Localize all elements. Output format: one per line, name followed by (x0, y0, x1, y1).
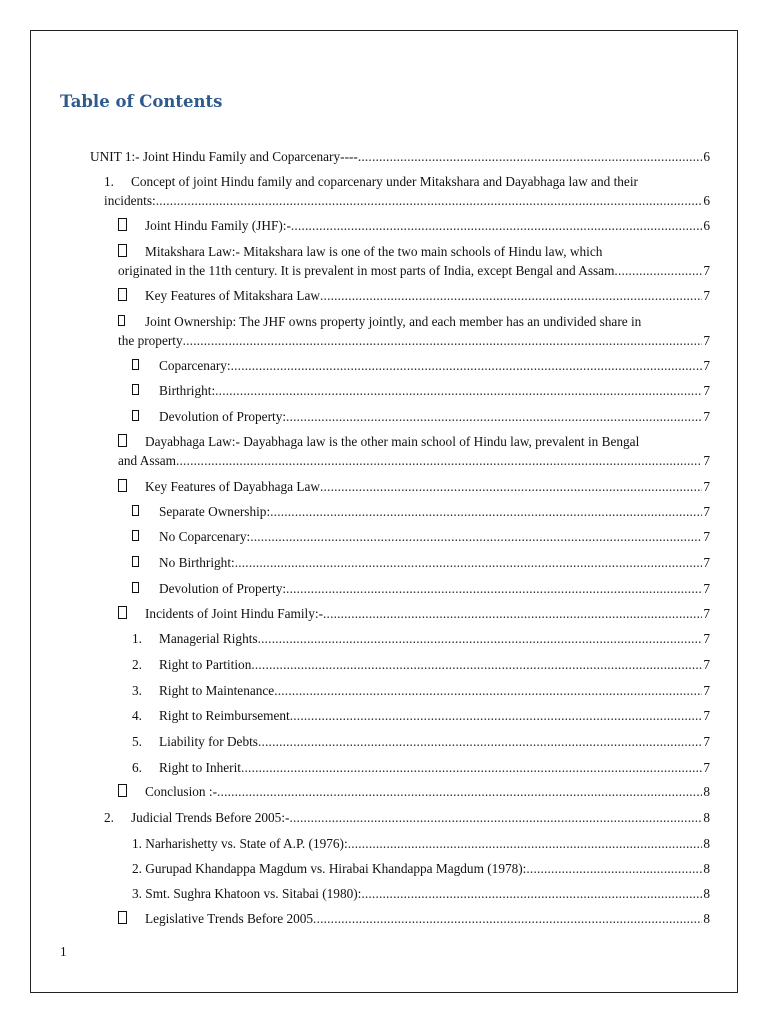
toc-entry[interactable] (132, 527, 710, 546)
toc-entry-text: Devolution of Property: (159, 581, 287, 596)
toc-entry-text: No Coparcenary: (159, 529, 251, 544)
toc-entry-text: Joint Ownership: The JHF owns property jointly, and each member has an undivided share in (145, 314, 642, 329)
toc-entry[interactable] (132, 629, 710, 648)
toc-entry[interactable] (132, 579, 710, 598)
toc-leader (286, 407, 702, 426)
toc-entry-text: Incidents of Joint Hindu Family:- (145, 606, 324, 621)
toc-entry[interactable] (132, 553, 710, 572)
toc-leader (215, 381, 702, 400)
toc-leader (286, 579, 702, 598)
toc-leader (291, 216, 702, 235)
toc-page-number: 7 (703, 581, 710, 596)
square-bullet-icon (118, 286, 145, 305)
toc-entry-text: UNIT 1:- Joint Hindu Family and Coparcenary---- (90, 149, 358, 164)
toc-entry[interactable] (118, 909, 710, 928)
toc-page-number: 7 (703, 263, 710, 278)
square-bullet-icon (118, 242, 145, 261)
toc-page-number: 8 (703, 810, 710, 825)
toc-leader (320, 477, 702, 496)
toc-entry[interactable] (104, 808, 710, 827)
toc-page-number: 7 (703, 529, 710, 544)
toc-leader (183, 331, 703, 350)
toc-entry-text: Right to Reimbursement (159, 708, 290, 723)
toc-entry-text: No Birthright: (159, 555, 235, 570)
toc-entry[interactable] (132, 381, 710, 400)
list-number: 2. (104, 810, 114, 825)
toc-page-number: 7 (703, 453, 710, 468)
toc-entry[interactable] (132, 502, 710, 521)
toc-leader (614, 261, 702, 280)
toc-page-number: 7 (703, 555, 710, 570)
toc-page-number: 6 (703, 218, 710, 233)
toc-entry-text: Liability for Debts (159, 734, 258, 749)
toc-entry-text: the property (118, 333, 183, 348)
toc-page-number: 7 (703, 708, 710, 723)
toc-entry[interactable] (118, 432, 710, 470)
toc-leader (270, 502, 702, 521)
toc-leader (235, 553, 703, 572)
toc-leader (290, 706, 703, 725)
toc-page-number: 7 (703, 333, 710, 348)
toc-entry-text: Conclusion :- (145, 784, 218, 799)
toc-entry[interactable] (118, 782, 710, 801)
toc-entry[interactable] (118, 286, 710, 305)
toc-page-number: 7 (703, 760, 710, 775)
toc-leader (323, 604, 702, 623)
toc-leader (176, 451, 702, 470)
toc-entry-text: Key Features of Mitakshara Law (145, 288, 321, 303)
toc-leader (231, 356, 703, 375)
toc-entry[interactable] (132, 407, 710, 426)
toc-leader (258, 732, 702, 751)
square-bullet-icon (118, 604, 145, 623)
square-bullet-icon (118, 909, 145, 928)
toc-page-number: 7 (703, 383, 710, 398)
toc-entry[interactable] (104, 172, 710, 210)
toc-leader (320, 286, 702, 305)
toc-entry[interactable] (118, 216, 710, 235)
toc-leader (274, 681, 702, 700)
toc-page-number: 7 (703, 479, 710, 494)
list-number: 4. (132, 708, 142, 723)
toc-leader (217, 782, 702, 801)
toc-page-number: 7 (703, 631, 710, 646)
toc-leader (241, 758, 702, 777)
toc-entry-text: 2. Gurupad Khandappa Magdum vs. Hirabai Khandappa Magdum (1978): (132, 861, 527, 876)
list-number: 6. (132, 760, 142, 775)
toc-leader (289, 808, 702, 827)
toc-entry-text: Concept of joint Hindu family and coparcenary under Mitakshara and Dayabhaga law and their (131, 174, 638, 189)
square-bullet-icon (118, 432, 145, 451)
toc-page-number: 7 (703, 606, 710, 621)
toc-entry-text: Key Features of Dayabhaga Law (145, 479, 321, 494)
square-bullet-icon (132, 407, 159, 426)
list-number: 1. (132, 631, 142, 646)
toc-entry-text: Right to Partition (159, 657, 252, 672)
square-bullet-icon (118, 477, 145, 496)
square-bullet-icon (132, 527, 159, 546)
toc-entry[interactable] (118, 312, 710, 350)
toc-entry[interactable] (132, 732, 710, 751)
toc-heading: Table of Contents (60, 92, 223, 111)
toc-page-number: 7 (703, 288, 710, 303)
toc-entry[interactable] (132, 681, 710, 700)
toc-entry[interactable] (132, 706, 710, 725)
toc-leader (258, 629, 703, 648)
toc-entry[interactable] (132, 655, 710, 674)
square-bullet-icon (132, 502, 159, 521)
toc-entry-text: Legislative Trends Before 2005 (145, 911, 314, 926)
toc-entry-text: Mitakshara Law:- Mitakshara law is one of the two main schools of Hindu law, which (145, 244, 603, 259)
toc-entry[interactable] (132, 834, 710, 853)
toc-entry-text: Joint Hindu Family (JHF):- (145, 218, 291, 233)
toc-page-number: 8 (703, 836, 710, 851)
toc-page-number: 7 (703, 734, 710, 749)
toc-entry[interactable] (90, 147, 710, 166)
toc-leader (251, 655, 702, 674)
toc-entry-text: Managerial Rights (159, 631, 258, 646)
toc-page-number: 8 (703, 784, 710, 799)
toc-page-number: 6 (703, 149, 710, 164)
toc-entry-text: Right to Inherit (159, 760, 241, 775)
page-number: 1 (60, 944, 67, 959)
toc-entry-text: 1. Narharishetty vs. State of A.P. (1976): (132, 836, 348, 851)
square-bullet-icon (132, 553, 159, 572)
toc-entry-text: Devolution of Property: (159, 409, 287, 424)
toc-entry-text: Judicial Trends Before 2005:- (131, 810, 290, 825)
square-bullet-icon (132, 356, 159, 375)
square-bullet-icon (118, 216, 145, 235)
toc-page-number: 8 (703, 861, 710, 876)
toc-leader (250, 527, 702, 546)
toc-page-number: 6 (703, 193, 710, 208)
square-bullet-icon (132, 381, 159, 400)
toc-entry-text: 3. Smt. Sughra Khatoon vs. Sitabai (1980): (132, 886, 362, 901)
list-number: 2. (132, 657, 142, 672)
toc-page-number: 8 (703, 911, 710, 926)
toc-page-number: 7 (703, 358, 710, 373)
toc-leader (348, 834, 703, 853)
toc-entry[interactable] (132, 884, 710, 903)
toc-entry-text: originated in the 11th century. It is prevalent in most parts of India, except Bengal and Assam (118, 263, 615, 278)
toc-entry[interactable] (118, 242, 710, 280)
list-number: 5. (132, 734, 142, 749)
toc-entry-text: Separate Ownership: (159, 504, 271, 519)
square-bullet-icon (118, 782, 145, 801)
toc-entry[interactable] (132, 758, 710, 777)
toc-leader (156, 191, 703, 210)
toc-page-number: 7 (703, 683, 710, 698)
toc-page-number: 7 (703, 504, 710, 519)
toc-page-number: 7 (703, 657, 710, 672)
toc-entry[interactable] (118, 604, 710, 623)
toc-page-number: 8 (703, 886, 710, 901)
toc-entry-text: Dayabhaga Law:- Dayabhaga law is the other main school of Hindu law, prevalent in Bengal (145, 434, 640, 449)
toc-entry-text: Coparcenary: (159, 358, 231, 373)
toc-leader (358, 147, 702, 166)
list-number: 3. (132, 683, 142, 698)
list-number: 1. (104, 174, 114, 189)
toc-entry[interactable] (118, 477, 710, 496)
toc-entry[interactable] (132, 859, 710, 878)
square-bullet-icon (132, 579, 159, 598)
toc-entry[interactable] (132, 356, 710, 375)
toc-entry-text: Right to Maintenance (159, 683, 275, 698)
toc-page-number: 7 (703, 409, 710, 424)
toc-leader (526, 859, 702, 878)
toc-entry-text: incidents: (104, 193, 156, 208)
toc-leader (313, 909, 702, 928)
toc-entry-text: and Assam (118, 453, 176, 468)
square-bullet-icon (118, 312, 145, 331)
toc-leader (361, 884, 702, 903)
toc-entry-text: Birthright: (159, 383, 216, 398)
